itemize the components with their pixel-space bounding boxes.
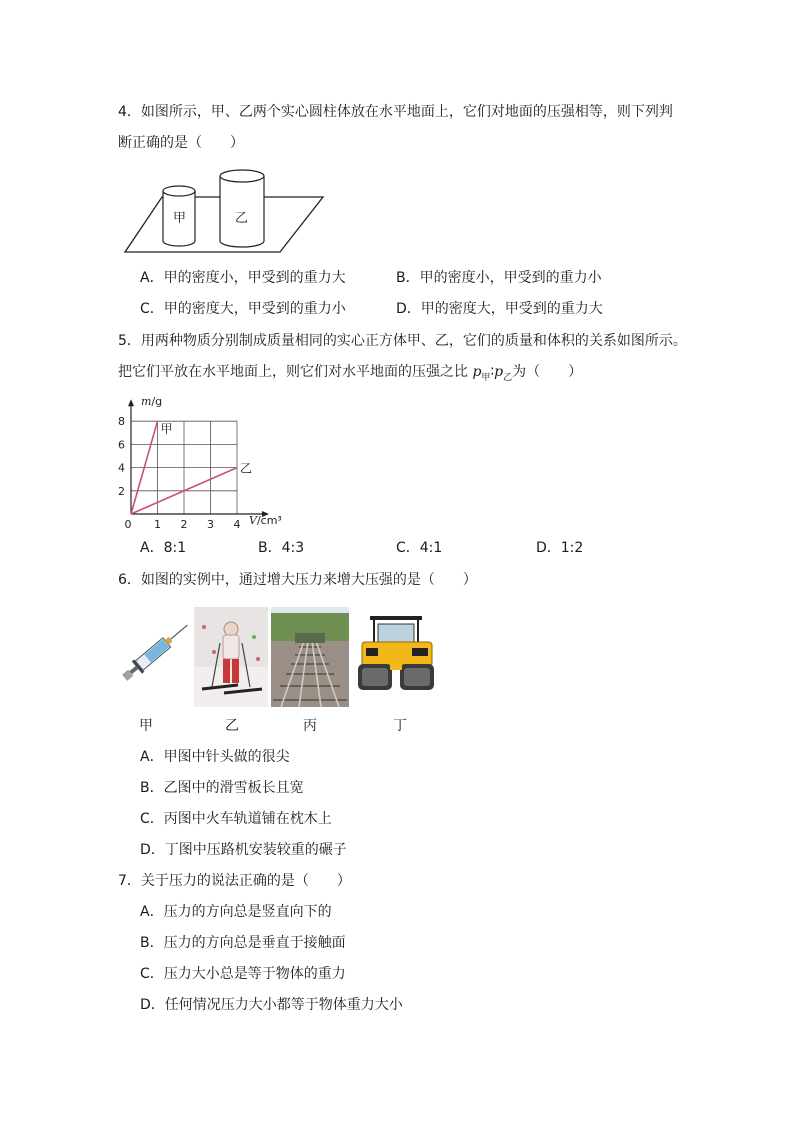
- x-tick-label: 3: [207, 518, 214, 531]
- caption-d: 丁: [393, 718, 407, 734]
- x-tick-label: 4: [233, 518, 241, 531]
- syringe-image: [118, 612, 188, 696]
- road-roller-image: [352, 612, 440, 696]
- skier-image: [194, 607, 268, 707]
- q4-stem-line2: 断正确的是（ ）: [118, 135, 244, 151]
- y-tick-label: 4: [118, 461, 125, 475]
- pressure-symbol-1: p: [472, 364, 482, 380]
- chart-axes: [128, 399, 269, 517]
- subscript-a: 甲: [481, 372, 491, 383]
- subscript-b: 乙: [503, 372, 513, 383]
- q7-option-a[interactable]: A．压力的方向总是竖直向下的: [140, 904, 332, 920]
- y-axis-label: m/g: [141, 395, 163, 409]
- x-tick-label: 2: [180, 518, 188, 531]
- q7-stem: 7．关于压力的说法正确的是（ ）: [118, 873, 351, 889]
- mass-volume-chart: [112, 384, 302, 534]
- x-axis-label: V/cm³: [249, 514, 282, 527]
- q4-stem-line1: 4．如图所示，甲、乙两个实心圆柱体放在水平地面上，它们对地面的压强相等，则下列判: [118, 104, 673, 120]
- q5-stem-prefix: 把它们平放在水平地面上，则它们对水平地面的压强之比: [118, 364, 473, 380]
- caption-b: 乙: [225, 718, 239, 734]
- q5-option-a[interactable]: A．8:1: [140, 540, 187, 556]
- q5-option-b[interactable]: B．4:3: [258, 540, 305, 556]
- q4-option-c[interactable]: C．甲的密度大，甲受到的重力小: [140, 301, 346, 317]
- q6-option-a[interactable]: A．甲图中针头做的很尖: [140, 749, 290, 765]
- caption-a: 甲: [139, 718, 153, 734]
- y-tick-label: 2: [118, 484, 125, 498]
- q4-option-b[interactable]: B．甲的密度小，甲受到的重力小: [396, 270, 602, 286]
- q5-stem-line1: 5．用两种物质分别制成质量相同的实心正方体甲、乙，它们的质量和体积的关系如图所示。: [118, 333, 687, 349]
- q7-option-b[interactable]: B．压力的方向总是垂直于接触面: [140, 935, 346, 951]
- series-label-0: 甲: [160, 422, 173, 437]
- pressure-symbol-2: p: [494, 364, 504, 380]
- y-axis-arrow: [128, 399, 134, 406]
- q4-option-d[interactable]: D．甲的密度大，甲受到的重力大: [396, 301, 603, 317]
- q6-option-b[interactable]: B．乙图中的滑雪板长且宽: [140, 780, 304, 796]
- q5-option-c[interactable]: C．4:1: [396, 540, 443, 556]
- series-label-1: 乙: [240, 461, 253, 476]
- q7-option-d[interactable]: D．任何情况压力大小都等于物体重力大小: [140, 997, 403, 1013]
- q5-option-d[interactable]: D．1:2: [536, 540, 584, 556]
- cylinder-b-label: 乙: [235, 211, 249, 226]
- caption-c: 丙: [303, 718, 317, 734]
- y-tick-label: 8: [118, 415, 125, 429]
- origin-label: 0: [124, 518, 132, 531]
- y-tick-label: 6: [118, 438, 125, 452]
- q6-option-c[interactable]: C．丙图中火车轨道铺在枕木上: [140, 811, 332, 827]
- needle: [171, 625, 188, 639]
- cylinder-b: [220, 170, 264, 247]
- q4-cylinders-figure: [120, 165, 330, 255]
- chart-text: [118, 395, 282, 531]
- q6-option-d[interactable]: D．丁图中压路机安装较重的碾子: [140, 842, 347, 858]
- q6-stem: 6．如图的实例中，通过增大压力来增大压强的是（ ）: [118, 572, 477, 588]
- ratio-colon: ∶: [490, 364, 495, 380]
- q7-option-c[interactable]: C．压力大小总是等于物体的重力: [140, 966, 346, 982]
- chart-grid: [131, 421, 237, 514]
- q4-option-a[interactable]: A．甲的密度小，甲受到的重力大: [140, 270, 346, 286]
- x-tick-label: 1: [154, 518, 161, 531]
- cylinder-a-label: 甲: [173, 211, 187, 226]
- railway-image: [271, 607, 349, 707]
- q5-stem-suffix: 为（ ）: [512, 364, 583, 380]
